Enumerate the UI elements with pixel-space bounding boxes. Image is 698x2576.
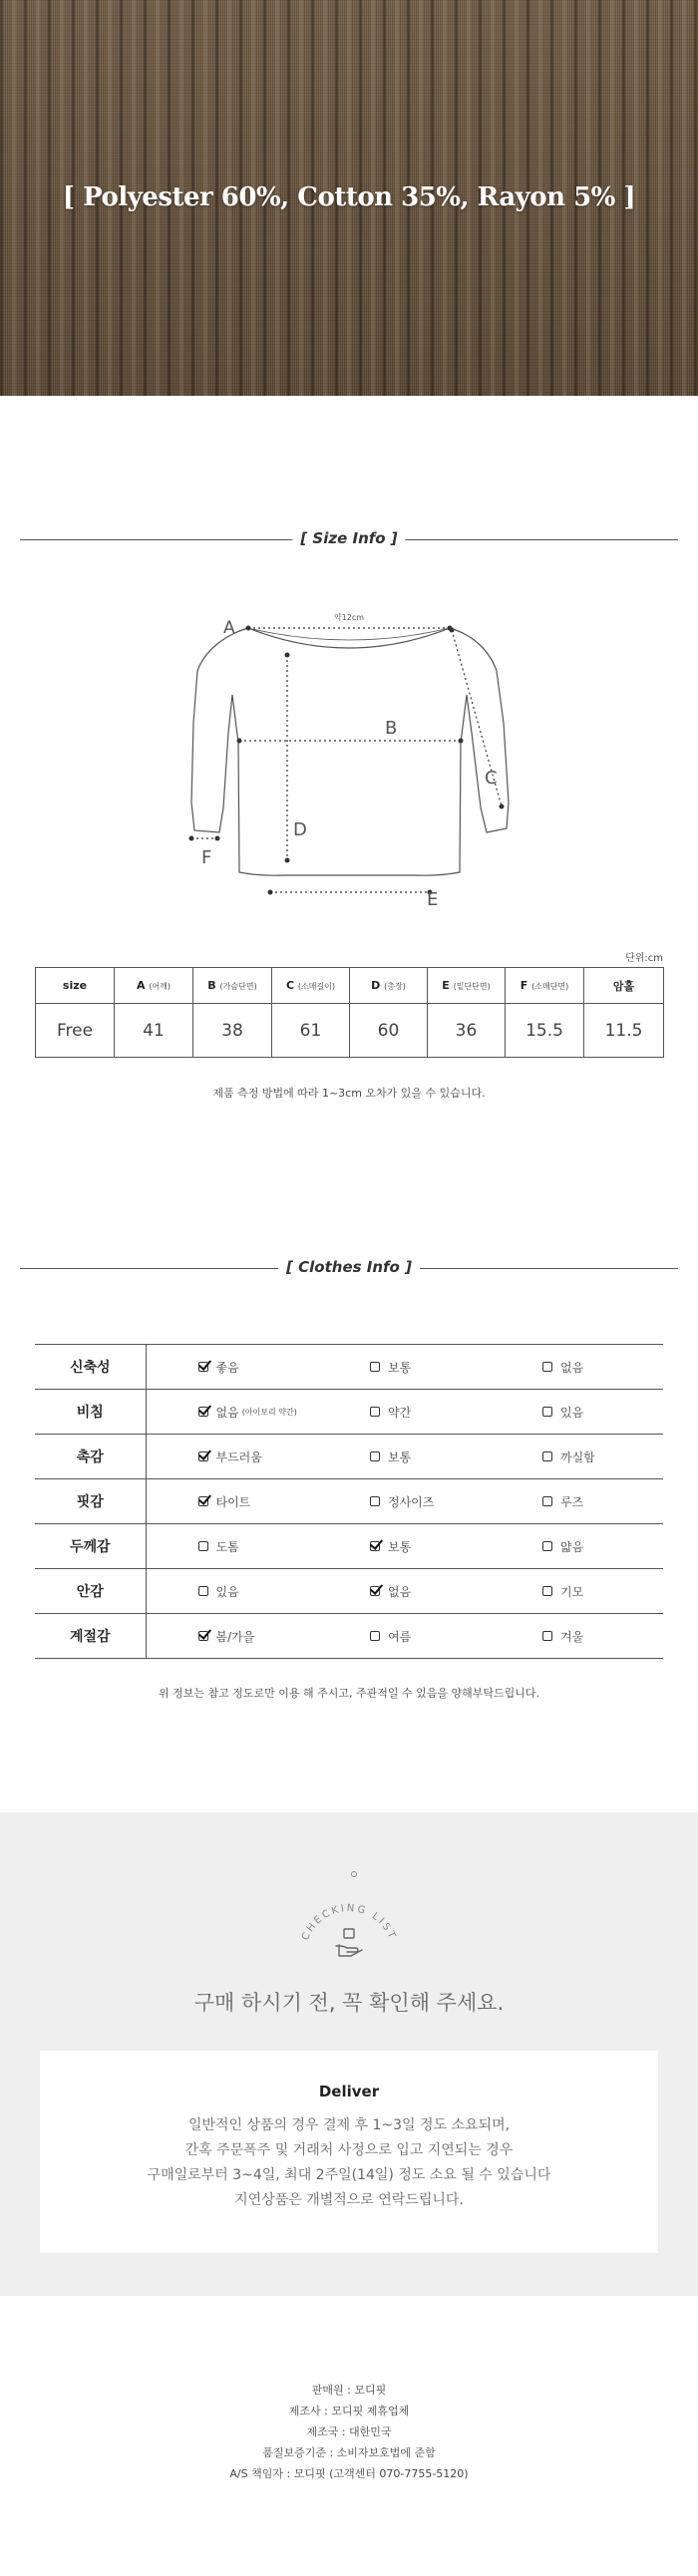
- table-row: [35, 1614, 663, 1659]
- cell-e: 36: [428, 1004, 506, 1058]
- footer-line: A/S 책임자 : 모디핏 (고객센터 070-7755-5120): [229, 2467, 469, 2480]
- option-text: 보통: [388, 1449, 412, 1464]
- cell-d: 60: [350, 1004, 428, 1058]
- option-text: 루즈: [560, 1494, 584, 1509]
- checkbox-icon: [542, 1496, 552, 1506]
- checkbox-icon: [198, 1586, 208, 1596]
- clothes-info-title: [ Clothes Info ]: [278, 1258, 420, 1276]
- option: [318, 1404, 491, 1421]
- checkbox-checked-icon: [198, 1451, 208, 1461]
- option: [318, 1628, 491, 1645]
- checking-list-badge: [289, 1884, 409, 1964]
- checkbox-icon: [542, 1586, 552, 1596]
- option: [491, 1538, 663, 1555]
- header-armhole: 암홀: [584, 968, 664, 1004]
- footer-line: 판매원 : 모디핏: [311, 2384, 387, 2397]
- garment-measurement-diagram: [179, 603, 519, 912]
- option-text: 약간: [388, 1405, 412, 1420]
- table-row: [35, 1390, 663, 1435]
- option: [491, 1583, 663, 1600]
- option-text: 보통: [388, 1539, 412, 1554]
- label-f: F: [201, 847, 212, 868]
- cell-b: 38: [193, 1004, 272, 1058]
- table-row: [35, 1524, 663, 1569]
- table-row: [35, 1479, 663, 1524]
- deliver-line: 지연상품은 개별적으로 연락드립니다.: [234, 2192, 464, 2208]
- measure-line-e: [268, 889, 439, 910]
- option: [318, 1449, 491, 1465]
- option: [491, 1493, 663, 1510]
- option-text: 까실함: [560, 1449, 595, 1464]
- option: [491, 1628, 663, 1645]
- measure-line-d: [285, 653, 307, 863]
- fabric-texture-image: [0, 0, 698, 396]
- option: [318, 1359, 491, 1376]
- checkbox-icon: [198, 1541, 208, 1551]
- cell-a: 41: [115, 1004, 193, 1058]
- row-label: 신축성: [35, 1345, 146, 1390]
- option-text: 얇음: [560, 1539, 584, 1554]
- footer-line: 품질보증기준 : 소비자보호법에 준함: [262, 2446, 436, 2459]
- header-d: D (총장): [350, 968, 428, 1004]
- header-f: F (소매단면): [506, 968, 584, 1004]
- checkbox-icon: [370, 1496, 380, 1506]
- table-row: [36, 1004, 664, 1058]
- header-size: size: [36, 968, 115, 1004]
- option: [147, 1583, 319, 1600]
- checkbox-icon: [370, 1451, 380, 1461]
- label-e: E: [427, 889, 439, 910]
- checkbox-icon: [542, 1541, 552, 1551]
- deliver-line: 간혹 주문폭주 및 거래처 사정으로 입고 지연되는 경우: [184, 2142, 514, 2158]
- option: [318, 1538, 491, 1555]
- row-label: 안감: [35, 1569, 146, 1614]
- measure-line-b: [237, 718, 464, 744]
- option-text: 봄/가을: [215, 1629, 255, 1644]
- size-note: 제품 측정 방법에 따라 1~3cm 오차가 있을 수 있습니다.: [212, 1087, 486, 1100]
- deliver-line: 구매일로부터 3~4일, 최대 2주일(14일) 정도 소요 될 수 있습니다: [147, 2167, 551, 2183]
- checkbox-icon: [542, 1451, 552, 1461]
- option: [147, 1538, 319, 1555]
- option-text: 도톰: [215, 1539, 239, 1554]
- garment-outline: [191, 628, 509, 875]
- measure-line-c: [450, 628, 505, 809]
- label-b: B: [385, 718, 398, 739]
- option: [147, 1628, 319, 1645]
- material-composition: [ Polyester 60%, Cotton 35%, Rayon 5% ]: [62, 182, 636, 212]
- row-label: 계절감: [35, 1614, 146, 1659]
- header-c: C (소매길이): [272, 968, 350, 1004]
- option-text: 기모: [560, 1584, 584, 1599]
- option: [491, 1449, 663, 1465]
- option: [147, 1449, 319, 1465]
- row-label: 핏감: [35, 1479, 146, 1524]
- option-text: 여름: [388, 1629, 412, 1644]
- option-text: 있음: [215, 1584, 239, 1599]
- size-table: [35, 967, 664, 1058]
- footer-line: 제조사 : 모디핏 제휴업체: [288, 2405, 410, 2417]
- clothes-info-header: [20, 1258, 678, 1278]
- checkbox-icon: [370, 1362, 380, 1372]
- option-text: 있음: [560, 1405, 584, 1420]
- cell-size: Free: [36, 1004, 115, 1058]
- clothes-info-table: [35, 1344, 663, 1659]
- checkbox-checked-icon: [198, 1631, 208, 1641]
- cell-c: 61: [272, 1004, 350, 1058]
- label-a: A: [223, 618, 235, 638]
- checkbox-icon: [370, 1631, 380, 1641]
- option-text: 정사이즈: [388, 1494, 435, 1509]
- deliver-card: [40, 2051, 658, 2253]
- deliver-text: [40, 2113, 658, 2213]
- clothes-note: 위 정보는 참고 정도로만 이용 해 주시고, 주관적일 수 있음을 양해부탁드립니다.: [159, 1687, 539, 1700]
- unit-label: 단위:cm: [625, 953, 663, 964]
- checkbox-icon: [370, 1407, 380, 1417]
- option: [491, 1404, 663, 1421]
- option-text: 부드러움: [215, 1449, 262, 1464]
- cell-armhole: 11.5: [584, 1004, 664, 1058]
- size-info-header: [20, 529, 678, 549]
- deliver-line: 일반적인 상품의 경우 결제 후 1~3일 정도 소요되며,: [187, 2117, 511, 2133]
- checkbox-checked-icon: [198, 1407, 208, 1417]
- table-row: [35, 1345, 663, 1390]
- option-text: 좋음: [215, 1360, 239, 1375]
- deliver-title: Deliver: [318, 2083, 380, 2100]
- table-row: [35, 1569, 663, 1614]
- decorative-dot-icon: [351, 1871, 357, 1877]
- hand-box-icon: [336, 1929, 362, 1956]
- option-text: 보통: [388, 1360, 412, 1375]
- top-width-label: 약12cm: [333, 613, 365, 622]
- label-d: D: [293, 819, 307, 840]
- checkbox-checked-icon: [198, 1496, 208, 1506]
- option: [147, 1359, 319, 1376]
- option-text: 없음: [560, 1360, 584, 1375]
- option: [318, 1583, 491, 1600]
- size-info-title: [ Size Info ]: [292, 529, 405, 547]
- header-b: B (가슴단면): [193, 968, 272, 1004]
- option-text: 없음: [388, 1584, 412, 1599]
- option: [147, 1493, 319, 1510]
- option: [491, 1359, 663, 1376]
- size-table-header-row: [36, 968, 664, 1004]
- option: [318, 1493, 491, 1510]
- footer-line: 제조국 : 대한민국: [306, 2425, 392, 2438]
- cell-f: 15.5: [506, 1004, 584, 1058]
- option-subtext: (아이보리 약간): [241, 1407, 297, 1417]
- row-label: 촉감: [35, 1435, 146, 1479]
- checkbox-checked-icon: [370, 1541, 380, 1551]
- checkbox-icon: [542, 1631, 552, 1641]
- option-text: 겨울: [560, 1629, 584, 1644]
- table-row: [35, 1435, 663, 1479]
- option-text: 타이트: [215, 1494, 251, 1509]
- checking-list-text: CHECKING LIST: [299, 1902, 399, 1943]
- option-text: 없음: [215, 1405, 239, 1420]
- checking-title: 구매 하시기 전, 꼭 확인해 주세요.: [193, 1991, 505, 2015]
- header-a: A (어깨): [115, 968, 193, 1004]
- row-label: 비침: [35, 1390, 146, 1435]
- checkbox-icon: [542, 1407, 552, 1417]
- option: [147, 1404, 319, 1421]
- measure-line-f: [189, 836, 220, 869]
- row-label: 두께감: [35, 1524, 146, 1569]
- checkbox-checked-icon: [198, 1362, 208, 1372]
- header-e: E (밑단단면): [428, 968, 506, 1004]
- footer-info: [0, 2380, 698, 2484]
- checkbox-checked-icon: [370, 1586, 380, 1596]
- checkbox-icon: [542, 1362, 552, 1372]
- label-c: C: [485, 768, 498, 789]
